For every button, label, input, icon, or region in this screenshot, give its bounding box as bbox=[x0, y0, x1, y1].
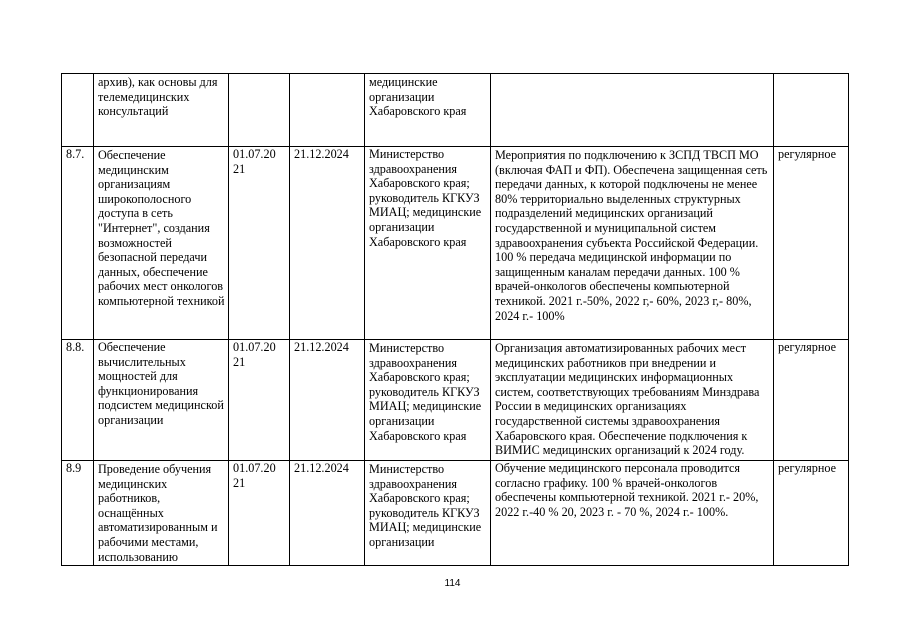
result-cell: Организация автоматизированных рабочих мест медицинских работников при внедрении и эксплуатации медицинских информационных систем, соответствующих требованиям Минздрава России в медицинских организациях государственной системы здравоохранения Хабаровского края. Обеспечение подключения к ВИМИС медицинских организаций к 2024 году. bbox=[491, 340, 774, 461]
start-date-cell bbox=[229, 74, 290, 147]
responsible-cell: медицинские организации Хабаровского края bbox=[365, 74, 491, 147]
measures-table bbox=[61, 73, 849, 566]
measure-type-cell: регулярное bbox=[774, 340, 849, 461]
row-number-cell bbox=[62, 74, 94, 147]
table-row bbox=[62, 74, 849, 147]
responsible-cell: Министерство здравоохранения Хабаровского края; руководитель КГКУЗ МИАЦ; медицинские организации bbox=[365, 461, 491, 566]
measure-type-cell: регулярное bbox=[774, 461, 849, 566]
measure-name-cell: Обеспечение медицинским организациям широкополосного доступа в сеть "Интернет", создания возможностей безопасной передачи данных, обеспечение рабочих мест онкологов компьютерной техникой bbox=[94, 147, 229, 340]
row-number-cell: 8.7. bbox=[62, 147, 94, 340]
table-row bbox=[62, 147, 849, 340]
start-date-cell: 01.07.20 21 bbox=[229, 461, 290, 566]
page-number: 114 bbox=[444, 578, 461, 589]
result-cell: Обучение медицинского персонала проводится согласно графику. 100 % врачей-онкологов обеспечены компьютерной техникой. 2021 г.- 20%, 2022 г.-40 % 20, 2023 г. - 70 %, 2024 г.- 100%. bbox=[491, 461, 774, 566]
table-row bbox=[62, 340, 849, 461]
responsible-cell: Министерство здравоохранения Хабаровского края; руководитель КГКУЗ МИАЦ; медицинские организации Хабаровского края bbox=[365, 147, 491, 340]
result-cell bbox=[491, 74, 774, 147]
end-date-cell: 21.12.2024 bbox=[290, 147, 365, 340]
end-date-cell: 21.12.2024 bbox=[290, 340, 365, 461]
measure-type-cell: регулярное bbox=[774, 147, 849, 340]
measure-type-cell bbox=[774, 74, 849, 147]
start-date-cell: 01.07.20 21 bbox=[229, 340, 290, 461]
end-date-cell: 21.12.2024 bbox=[290, 461, 365, 566]
measure-name-cell: архив), как основы для телемедицинских консультаций bbox=[94, 74, 229, 147]
measure-name-cell: Обеспечение вычислительных мощностей для функционирования подсистем медицинской организации bbox=[94, 340, 229, 461]
table-row bbox=[62, 461, 849, 566]
end-date-cell bbox=[290, 74, 365, 147]
responsible-cell: Министерство здравоохранения Хабаровского края; руководитель КГКУЗ МИАЦ; медицинские организации Хабаровского края bbox=[365, 340, 491, 461]
start-date-cell: 01.07.20 21 bbox=[229, 147, 290, 340]
row-number-cell: 8.9 bbox=[62, 461, 94, 566]
measure-name-cell: Проведение обучения медицинских работников, оснащённых автоматизированным и рабочими местами, использованию bbox=[94, 461, 229, 566]
result-cell: Мероприятия по подключению к ЗСПД ТВСП МО (включая ФАП и ФП). Обеспечена защищенная сеть передачи данных, к которой подключены не менее 80% территориально выделенных структурных подразделений медицинских организаций государственной и муниципальной систем здравоохранения субъекта Российской Федерации. 100 % передача медицинской информации по защищенным каналам передачи данных. 100 % врачей-онкологов обеспечены компьютерной техникой. 2021 г.-50%, 2022 г,- 60%, 2023 г,- 80%, 2024 г.- 100% bbox=[491, 147, 774, 340]
row-number-cell: 8.8. bbox=[62, 340, 94, 461]
